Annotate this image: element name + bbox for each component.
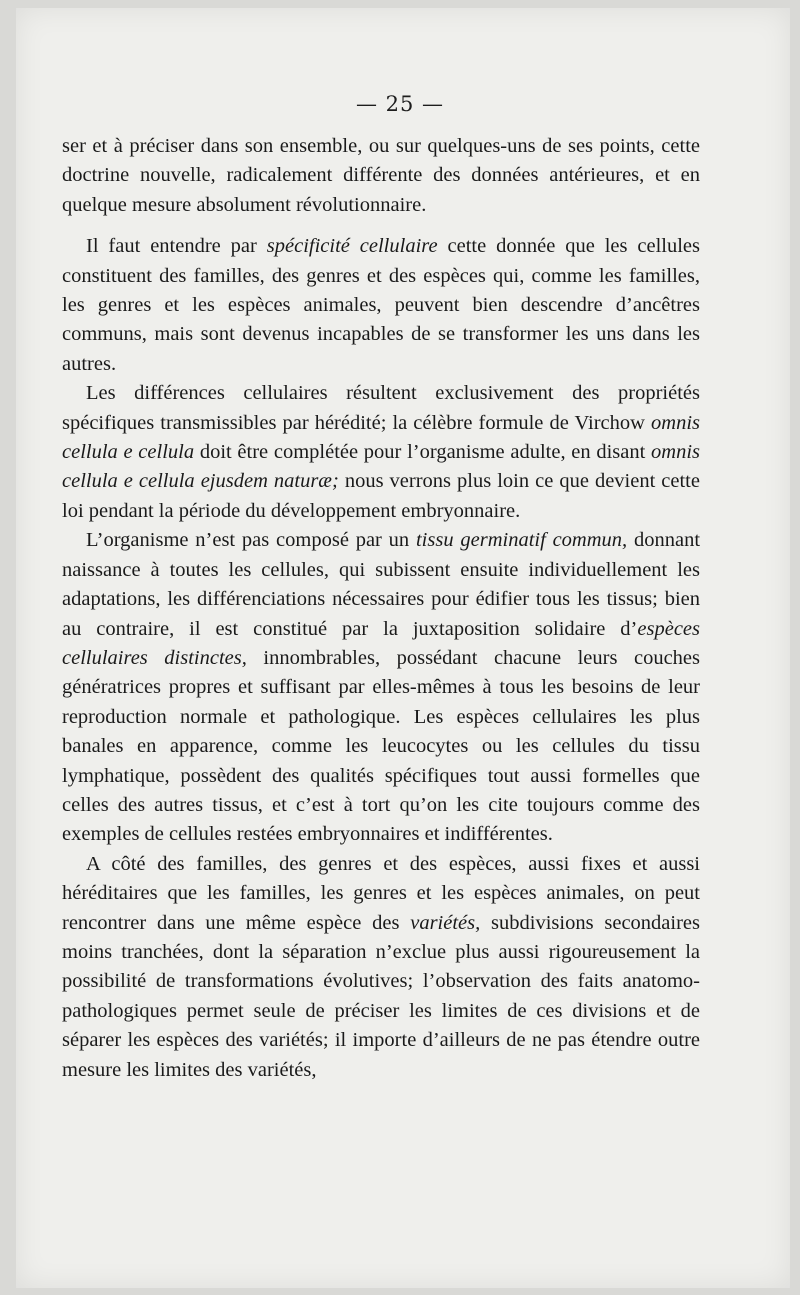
body-text [62, 132, 700, 1085]
text-run: A côté des familles, des genres et des espèces, aussi fixes et aussi héréditaires que les familles, les genres et les espèces animales, on peut rencontrer dans une même espèce des [62, 852, 700, 934]
text-run: Il faut entendre par [86, 235, 267, 258]
paragraph-3 [62, 379, 700, 526]
text-run: nous verrons plus loin ce que devient cette loi pendant la période du développement embryonnaire. [62, 470, 700, 522]
text-run: doit être complétée pour l’organisme adulte, en disant [194, 441, 652, 464]
text-run: ser et à préciser dans son ensemble, ou sur quelques-uns de ses points, cette doctrine nouvelle, radicalement différente des données antérieures, et en quelque mesure absolument révolutionnaire. [62, 135, 700, 216]
text-run: donnant naissance à toutes les cellules, qui subissent ensuite individuellement les adaptations, les différenciations nécessaires pour édifier tous les tissus; bien au contraire, il est constitué par la juxtaposition solidaire d’ [62, 529, 701, 640]
italic-phrase: espèces cellulaires distinctes, [62, 617, 700, 669]
page-number: — 25 — [355, 92, 445, 116]
italic-phrase: omnis cellula e cellula [62, 411, 700, 464]
text-run: subdivisions secondaires moins tranchées, dont la séparation n’exclue plus aussi rigoureusement la possibilité de transformations évolutives; l’observation des faits anatomo-pathologiques permet seule de préciser les limites de ces divisions et de séparer les espèces des variétés; il importe d’ailleurs de ne pas étendre outre mesure les limites des variétés, [62, 911, 700, 1081]
text-run: L’organisme n’est pas composé par un [86, 529, 416, 552]
text-run: Les différences cellulaires résultent exclusivement des propriétés spécifiques transmissibles par hérédité; la célèbre formule de Virchow [62, 382, 700, 434]
text-run: cette donnée que les cellules constituent des familles, des genres et des espèces qui, comme les familles, les genres et les espèces animales, peuvent bien descendre d’ancêtres communs, mais sont devenus incapables de se transformer les uns dans les autres. [62, 235, 701, 375]
italic-phrase: tissu germinatif commun, [415, 529, 628, 552]
text-run: innombrables, possédant chacune leurs couches génératrices propres et suffisant par elles-mêmes à tous les besoins de leur reproduction normale et pathologique. Les espèces cellulaires les plus banales en apparence, comme les leucocytes ou les cellules du tissu lymphatique, possèdent des qualités spécifiques tout aussi formelles que celles des autres tissus, et c’est à tort qu’on les cite toujours comme des exemples de cellules restées embryonnaires et indifférentes. [62, 646, 700, 846]
paragraph-4 [62, 526, 700, 849]
paragraph-1 [62, 132, 700, 220]
italic-phrase: spécificité cellulaire [266, 235, 438, 258]
paragraph-5 [62, 850, 700, 1085]
italic-phrase: omnis cellula e cellula ejusdem naturæ; [62, 441, 701, 493]
italic-phrase: variétés, [410, 911, 481, 934]
paragraph-2 [62, 232, 700, 379]
